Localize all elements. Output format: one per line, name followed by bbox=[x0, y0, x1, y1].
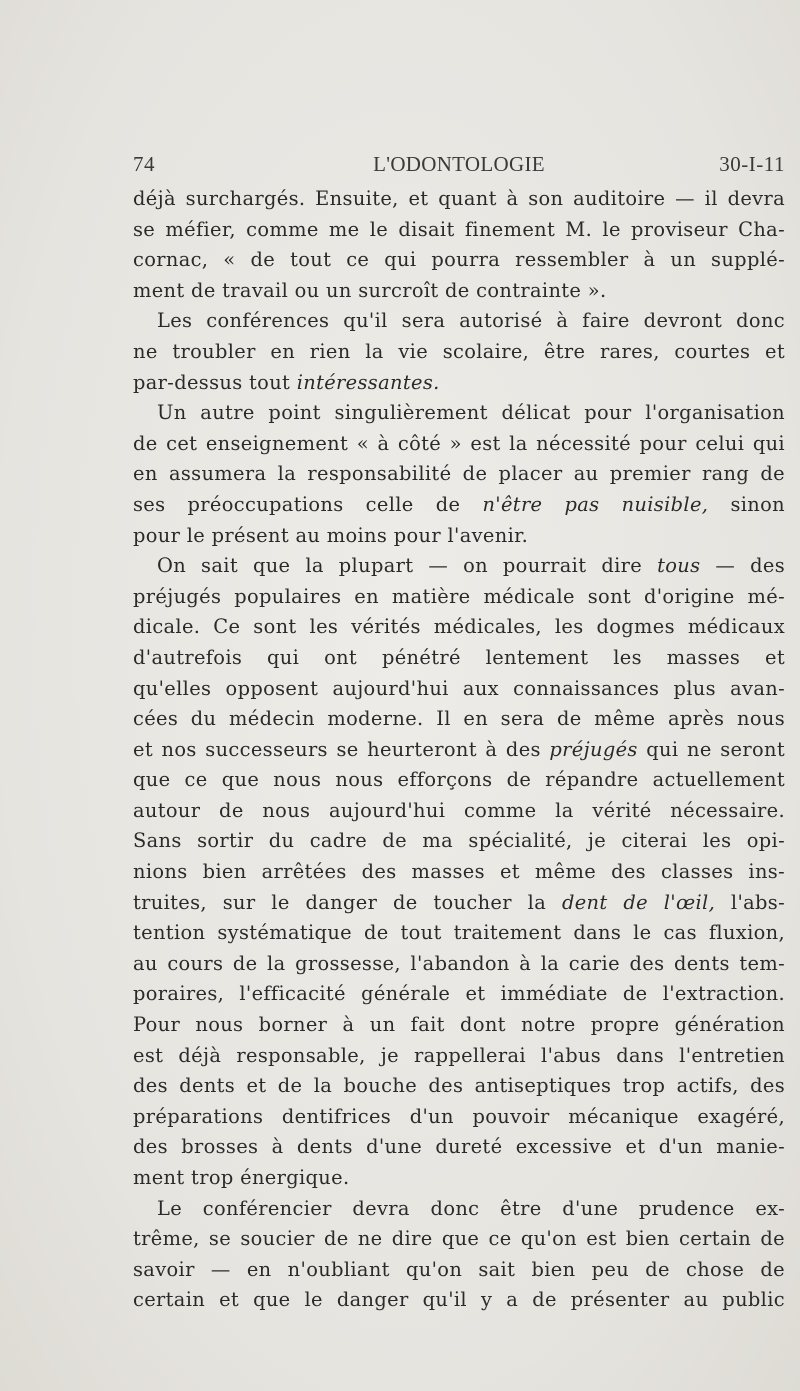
text-run: des dents et de la bouche des antiseptiques trop actifs, des bbox=[133, 1074, 785, 1098]
italic-text: tous bbox=[657, 554, 701, 578]
text-run: Un autre point singulièrement délicat pour l'organisation bbox=[157, 401, 785, 425]
text-run: autour de nous aujourd'hui comme la vérité nécessaire. bbox=[133, 798, 785, 822]
text-run: préjugés populaires en matière médicale sont d'origine mé- bbox=[133, 584, 785, 608]
italic-text: n'être pas nuisible, bbox=[482, 492, 709, 516]
text-line bbox=[133, 551, 785, 582]
text-run: est déjà responsable, je rappellerai l'abus dans l'entretien bbox=[133, 1043, 785, 1067]
text-line bbox=[133, 1041, 785, 1072]
text-line bbox=[133, 704, 785, 735]
text-run: de cet enseignement « à côté » est la nécessité pour celui qui bbox=[133, 431, 785, 455]
page-number: 74 bbox=[133, 152, 155, 176]
text-run: au cours de la grossesse, l'abandon à la carie des dents tem- bbox=[133, 951, 785, 975]
text-line bbox=[133, 1224, 785, 1255]
text-run: cées du médecin moderne. Il en sera de même après nous bbox=[133, 707, 785, 731]
text-run: certain et que le danger qu'il y a de présenter au public bbox=[133, 1288, 785, 1312]
text-line bbox=[133, 1194, 785, 1225]
text-run: Les conférences qu'il sera autorisé à faire devront donc bbox=[157, 309, 785, 333]
text-line bbox=[133, 337, 785, 368]
text-run: qu'elles opposent aujourd'hui aux connaissances plus avan- bbox=[133, 676, 785, 700]
text-line bbox=[133, 276, 785, 307]
body-text bbox=[133, 184, 785, 1316]
italic-text: préjugés bbox=[549, 737, 638, 761]
text-run: dicale. Ce sont les vérités médicales, les dogmes médicaux bbox=[133, 615, 785, 639]
text-run: ses préoccupations celle de bbox=[133, 492, 483, 516]
text-run: cornac, « de tout ce qui pourra ressembler à un supplé- bbox=[133, 248, 785, 272]
text-run: déjà surchargés. Ensuite, et quant à son auditoire — il devra bbox=[133, 187, 785, 210]
text-run: que ce que nous nous efforçons de répandre actuellement bbox=[133, 768, 785, 792]
text-line bbox=[133, 245, 785, 276]
italic-text: dent de l'œil, bbox=[561, 890, 716, 914]
issue-date: 30-I-11 bbox=[719, 152, 785, 176]
text-run: et nos successeurs se heurteront à des bbox=[133, 737, 550, 761]
text-line bbox=[133, 1132, 785, 1163]
text-line bbox=[133, 1071, 785, 1102]
text-line bbox=[133, 979, 785, 1010]
text-line bbox=[133, 674, 785, 705]
text-line bbox=[133, 1102, 785, 1133]
text-line bbox=[133, 1255, 785, 1286]
text-line bbox=[133, 1010, 785, 1041]
text-run: tention systématique de tout traitement dans le cas fluxion, bbox=[133, 921, 785, 945]
text-run: en assumera la responsabilité de placer au premier rang de bbox=[133, 462, 785, 486]
text-run: poraires, l'efficacité générale et immédiate de l'extraction. bbox=[133, 982, 785, 1006]
text-line bbox=[133, 306, 785, 337]
text-run: par-dessus tout bbox=[133, 370, 297, 394]
text-line bbox=[133, 490, 785, 521]
text-run: l'abs- bbox=[715, 890, 786, 914]
text-run: Le conférencier devra donc être d'une prudence ex- bbox=[157, 1196, 785, 1220]
text-line bbox=[133, 765, 785, 796]
text-line bbox=[133, 796, 785, 827]
text-line bbox=[133, 643, 785, 674]
text-run: d'autrefois qui ont pénétré lentement les masses et bbox=[133, 645, 785, 669]
text-run: des brosses à dents d'une dureté excessive et d'un manie- bbox=[133, 1135, 785, 1159]
text-line bbox=[133, 826, 785, 857]
text-run: ne troubler en rien la vie scolaire, être rares, courtes et bbox=[133, 339, 785, 363]
text-line bbox=[133, 429, 785, 460]
text-line bbox=[133, 857, 785, 888]
running-title: L'ODONTOLOGIE bbox=[373, 152, 545, 176]
text-run: sinon bbox=[708, 492, 785, 516]
text-run: — des bbox=[700, 554, 785, 578]
text-line bbox=[133, 612, 785, 643]
text-line bbox=[133, 215, 785, 246]
text-run: ment trop énergique. bbox=[133, 1166, 350, 1189]
text-run: Sans sortir du cadre de ma spécialité, je citerai les opi- bbox=[133, 829, 785, 853]
italic-text: intéressantes. bbox=[296, 370, 440, 394]
text-line bbox=[133, 949, 785, 980]
text-run: préparations dentifrices d'un pouvoir mécanique exagéré, bbox=[133, 1104, 785, 1128]
text-run: pour le présent au moins pour l'avenir. bbox=[133, 523, 529, 547]
text-run: se méfier, comme me le disait finement M. le proviseur Cha- bbox=[133, 217, 785, 241]
text-line bbox=[133, 918, 785, 949]
text-line bbox=[133, 1285, 785, 1316]
text-line bbox=[133, 521, 785, 552]
text-line bbox=[133, 582, 785, 613]
text-run: On sait que la plupart — on pourrait dire bbox=[157, 554, 658, 578]
text-run: nions bien arrêtées des masses et même des classes ins- bbox=[133, 860, 785, 884]
text-run: Pour nous borner à un fait dont notre propre génération bbox=[133, 1013, 785, 1037]
text-run: qui ne seront bbox=[637, 737, 786, 761]
text-line bbox=[133, 368, 785, 399]
text-run: savoir — en n'oubliant qu'on sait bien peu de chose de bbox=[133, 1257, 785, 1281]
text-line bbox=[133, 1163, 785, 1194]
text-line bbox=[133, 184, 785, 215]
text-line bbox=[133, 459, 785, 490]
text-run: truites, sur le danger de toucher la bbox=[133, 890, 562, 914]
running-header bbox=[133, 152, 785, 178]
text-line bbox=[133, 888, 785, 919]
text-run: trême, se soucier de ne dire que ce qu'on est bien certain de bbox=[133, 1227, 785, 1251]
text-line bbox=[133, 398, 785, 429]
text-line bbox=[133, 735, 785, 766]
text-run: ment de travail ou un surcroît de contrainte ». bbox=[133, 278, 607, 302]
